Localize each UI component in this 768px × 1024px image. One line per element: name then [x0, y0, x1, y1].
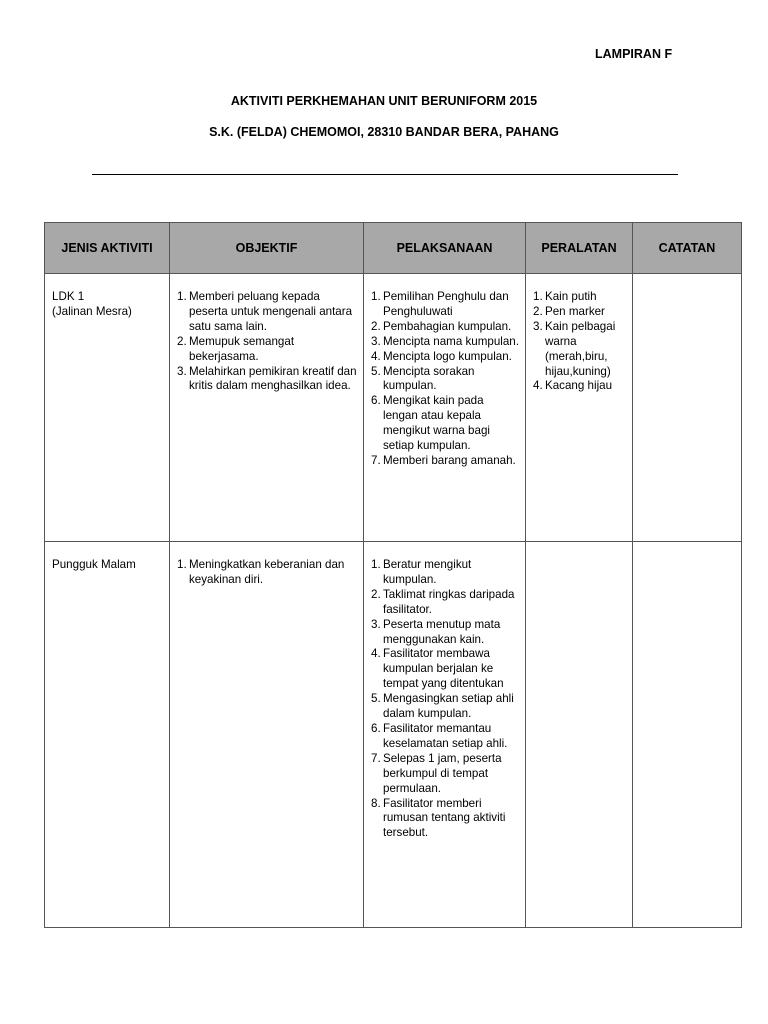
- list-item-number: 1.: [371, 290, 381, 303]
- list-item: [371, 692, 519, 722]
- list-item-text: Kacang hijau: [545, 379, 613, 393]
- document-title: AKTIVITI PERKHEMAHAN UNIT BERUNIFORM 2015: [230, 94, 538, 108]
- list-item-number: 3.: [177, 364, 187, 378]
- cell-pelaksanaan: [364, 542, 526, 928]
- list-item-number: 1.: [177, 558, 187, 571]
- list-item: [371, 365, 519, 395]
- list-item-text: Mencipta nama kumpulan.: [383, 334, 519, 348]
- column-header-pelaksanaan: PELAKSANAAN: [364, 223, 526, 274]
- cell-jenis: [45, 274, 170, 542]
- list-item-text: Kain putih: [545, 290, 597, 303]
- list-item: [371, 394, 519, 454]
- cell-catatan: [633, 542, 742, 928]
- list-item: [177, 558, 357, 588]
- list-item-text: Peserta menutup mata menggunakan kain.: [383, 617, 501, 646]
- lampiran-label: LAMPIRAN F: [595, 47, 673, 61]
- list-item-number: 3.: [533, 319, 543, 333]
- list-item-number: 3.: [371, 617, 381, 631]
- column-header-peralatan: PERALATAN: [526, 223, 633, 274]
- list-item: [371, 722, 519, 752]
- column-header-catatan: CATATAN: [633, 223, 742, 274]
- list-item: [371, 335, 519, 350]
- school-address: S.K. (FELDA) CHEMOMOI, 28310 BANDAR BERA, PAHANG: [209, 125, 559, 139]
- list-item: [533, 305, 626, 320]
- list-item: [533, 320, 626, 380]
- list-item: [371, 320, 519, 335]
- list-item-text: Pen marker: [545, 304, 605, 318]
- table-body: [45, 274, 742, 928]
- list-item-number: 4.: [533, 379, 543, 393]
- table-header-row: [45, 223, 742, 274]
- list-item-text: Mengikat kain pada lengan atau kepala mengikut warna bagi setiap kumpulan.: [383, 394, 490, 453]
- table-row: [45, 542, 742, 928]
- list-item: [371, 588, 519, 618]
- list-item-number: 1.: [177, 290, 187, 303]
- list-item-number: 6.: [371, 394, 381, 408]
- column-header-objektif: OBJEKTIF: [170, 223, 364, 274]
- list-item-text: Mencipta logo kumpulan.: [383, 349, 512, 363]
- list-item-number: 3.: [371, 334, 381, 348]
- list-item-text: Fasilitator memberi rumusan tentang aktiviti tersebut.: [383, 796, 506, 840]
- list-item-number: 5.: [371, 692, 381, 706]
- list-item: [533, 290, 626, 305]
- list-item: [177, 365, 357, 395]
- list-item-text: Meningkatkan keberanian dan keyakinan diri.: [189, 558, 345, 586]
- cell-catatan: [633, 274, 742, 542]
- objektif-list: [177, 558, 357, 588]
- list-item: [177, 290, 357, 335]
- table-row: [45, 274, 742, 542]
- list-item-number: 4.: [371, 349, 381, 363]
- list-item: [371, 647, 519, 692]
- list-item-number: 2.: [371, 319, 381, 333]
- list-item: [371, 752, 519, 797]
- list-item-number: 1.: [371, 558, 381, 571]
- cell-objektif: [170, 274, 364, 542]
- header-divider: [92, 174, 678, 175]
- list-item-number: 5.: [371, 364, 381, 378]
- list-item-number: 2.: [371, 587, 381, 601]
- cell-objektif: [170, 542, 364, 928]
- list-item-number: 6.: [371, 721, 381, 735]
- list-item-text: Beratur mengikut kumpulan.: [383, 558, 472, 586]
- list-item: [371, 454, 519, 469]
- cell-jenis: [45, 542, 170, 928]
- cell-peralatan: [526, 274, 633, 542]
- activity-name: LDK 1: [52, 290, 85, 303]
- list-item-text: Taklimat ringkas daripada fasilitator.: [383, 587, 515, 616]
- column-header-jenis: JENIS AKTIVITI: [45, 223, 170, 274]
- list-item-text: Kain pelbagai warna (merah,biru, hijau,kuning): [545, 319, 616, 378]
- list-item-number: 1.: [533, 290, 543, 303]
- list-item-number: 7.: [371, 751, 381, 765]
- list-item-text: Memberi peluang kepada peserta untuk mengenali antara satu sama lain.: [189, 290, 353, 333]
- pelaksanaan-list: [371, 290, 519, 469]
- list-item: [371, 797, 519, 842]
- list-item-text: Pembahagian kumpulan.: [383, 319, 512, 333]
- list-item: [371, 558, 519, 588]
- list-item-text: Selepas 1 jam, peserta berkumpul di tempat permulaan.: [383, 751, 502, 795]
- list-item-text: Mencipta sorakan kumpulan.: [383, 364, 475, 393]
- list-item-number: 4.: [371, 647, 381, 661]
- list-item: [177, 335, 357, 365]
- list-item-number: 2.: [533, 304, 543, 318]
- list-item-text: Fasilitator memantau keselamatan setiap ahli.: [383, 721, 508, 750]
- pelaksanaan-list: [371, 558, 519, 841]
- activity-name: Pungguk Malam: [52, 558, 136, 571]
- list-item-text: Mengasingkan setiap ahli dalam kumpulan.: [383, 692, 514, 721]
- list-item-number: 2.: [177, 334, 187, 348]
- list-item: [371, 290, 519, 320]
- list-item-text: Memberi barang amanah.: [383, 453, 516, 467]
- list-item: [371, 350, 519, 365]
- objektif-list: [177, 290, 357, 394]
- list-item-text: Fasilitator membawa kumpulan berjalan ke tempat yang ditentukan: [383, 647, 504, 691]
- list-item: [371, 618, 519, 648]
- list-item-number: 8.: [371, 796, 381, 810]
- list-item-text: Melahirkan pemikiran kreatif dan kritis dalam menghasilkan idea.: [189, 364, 357, 393]
- list-item-number: 7.: [371, 453, 381, 467]
- list-item-text: Pemilihan Penghulu dan Penghuluwati: [383, 290, 509, 318]
- cell-peralatan: [526, 542, 633, 928]
- activities-table: [44, 222, 742, 928]
- cell-pelaksanaan: [364, 274, 526, 542]
- list-item: [533, 379, 626, 394]
- list-item-text: Memupuk semangat bekerjasama.: [189, 334, 295, 363]
- activity-subtitle: (Jalinan Mesra): [52, 304, 132, 318]
- peralatan-list: [533, 290, 626, 394]
